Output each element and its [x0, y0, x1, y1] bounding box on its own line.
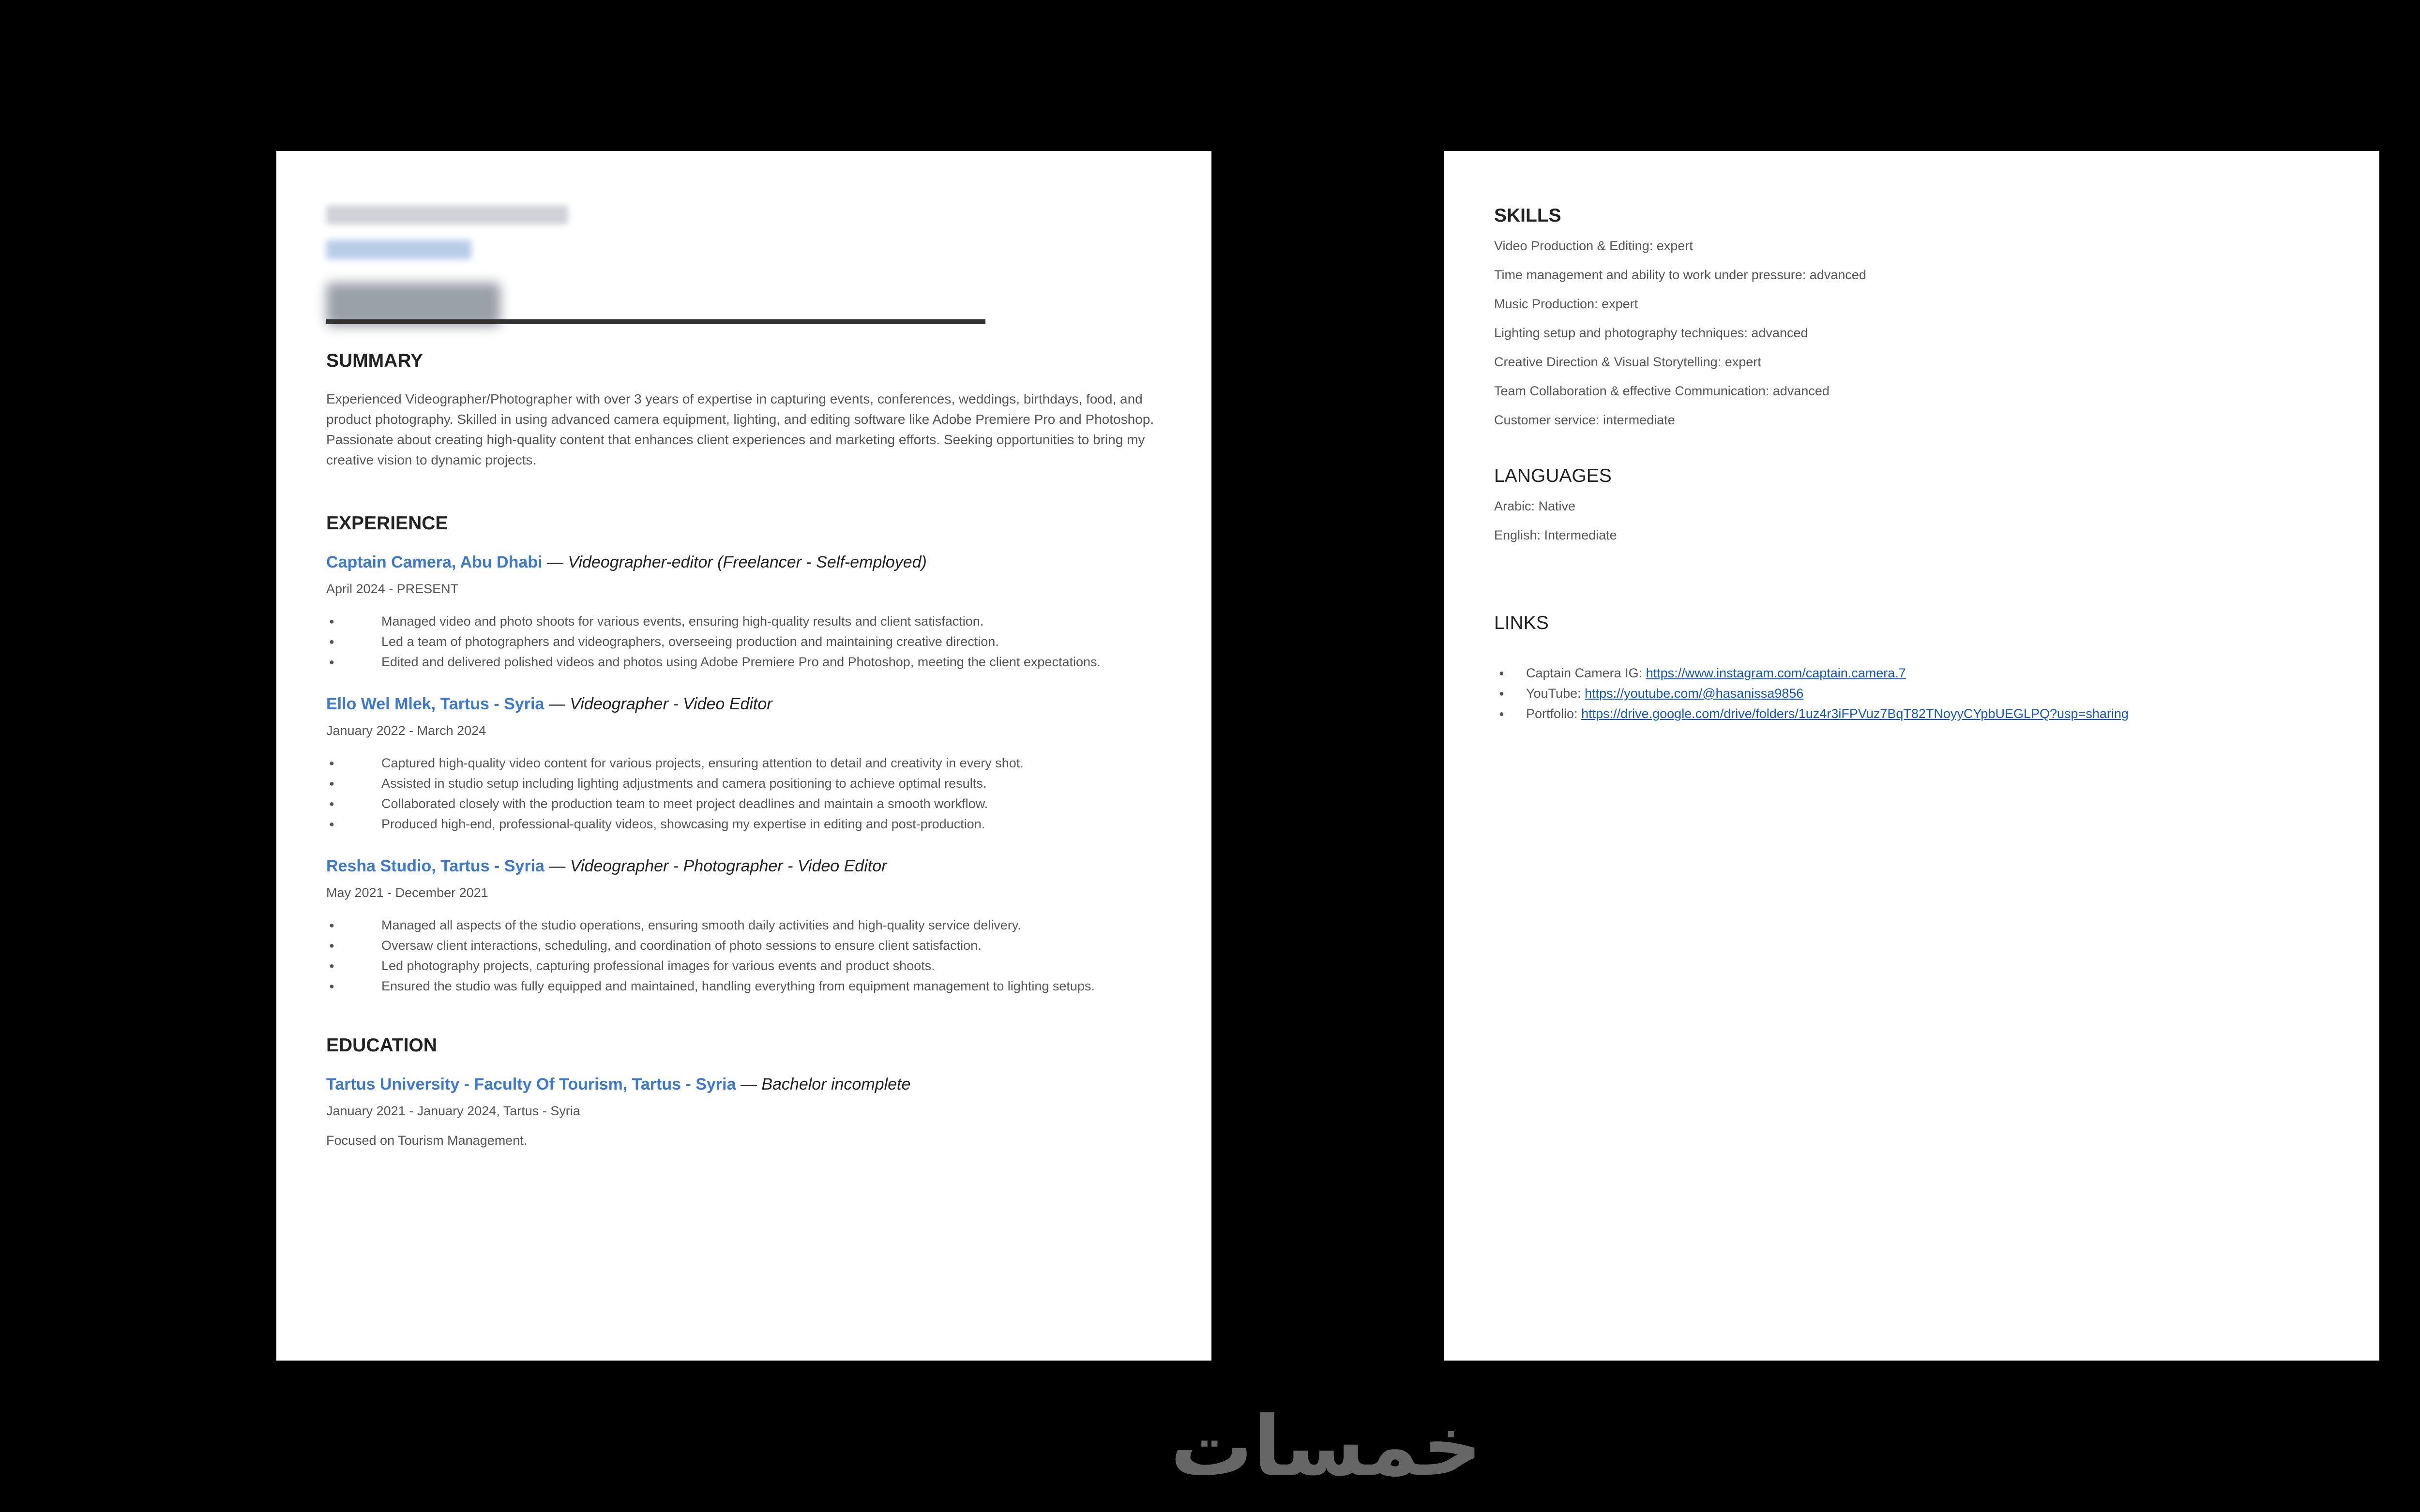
bullet-item: ● Managed video and photo shoots for various events, ensuring high-quality results and client satisfaction. — [326, 611, 1163, 631]
skills-heading: SKILLS — [1494, 205, 1561, 226]
language-item: English: Intermediate — [1494, 528, 1617, 542]
job-separator: — — [544, 857, 570, 875]
job-role: Videographer-editor (Freelancer - Self-employed) — [568, 553, 927, 571]
instagram-link[interactable]: https://www.instagram.com/captain.camera.7 — [1646, 666, 1906, 680]
bullet-item: ● Collaborated closely with the production team to meet project deadlines and maintain a smooth workflow. — [326, 793, 1163, 814]
job-dates: April 2024 - PRESENT — [326, 582, 459, 596]
skill-item: Team Collaboration & effective Communication: advanced — [1494, 384, 1830, 398]
job-company: Resha Studio, Tartus - Syria — [326, 857, 544, 875]
job-entry — [326, 552, 1163, 672]
link-label: Captain Camera IG: — [1526, 666, 1646, 680]
resume-page-1 — [276, 151, 1211, 1361]
skill-item: Customer service: intermediate — [1494, 413, 1675, 427]
job-role: Videographer - Video Editor — [570, 695, 772, 713]
education-title — [326, 1074, 1163, 1095]
experience-heading: EXPERIENCE — [326, 513, 448, 534]
job-bullets — [326, 753, 1163, 834]
skill-item: Music Production: expert — [1494, 297, 1638, 311]
job-dates: January 2022 - March 2024 — [326, 723, 486, 738]
bullet-item: ● Assisted in studio setup including lighting adjustments and camera positioning to achieve optimal results. — [326, 773, 1163, 793]
job-entry — [326, 855, 1163, 996]
languages-list — [1494, 492, 2331, 550]
summary-text: Experienced Videographer/Photographer with over 3 years of expertise in capturing events, conferences, weddings, birthdays, food, and product photography. Skilled in using advanced camera equipment, lighting, and editing software like Adobe Premiere Pro and Photoshop. Passionate about creating high-quality content that enhances client experiences and marketing efforts. Seeking opportunities to bring my creative vision to dynamic projects. — [326, 391, 1154, 467]
job-company: Ello Wel Mlek, Tartus - Syria — [326, 695, 544, 713]
summary-heading: SUMMARY — [326, 350, 424, 371]
links-list — [1494, 663, 2331, 724]
job-title — [326, 855, 1163, 877]
languages-heading: LANGUAGES — [1494, 465, 1612, 486]
redacted-header — [326, 205, 1163, 350]
job-title — [326, 693, 1163, 715]
portfolio-link[interactable]: https://drive.google.com/drive/folders/1uz4r3iFPVuz7BqT82TNoyyCYpbUEGLPQ?usp=sharing — [1581, 706, 2129, 721]
name-underline — [326, 319, 985, 324]
job-title — [326, 552, 1163, 573]
job-bullets — [326, 915, 1163, 996]
education-school: Tartus University - Faculty Of Tourism, Tartus - Syria — [326, 1075, 736, 1093]
youtube-link[interactable]: https://youtube.com/@hasanissa9856 — [1585, 686, 1804, 701]
skill-item: Lighting setup and photography techniques: advanced — [1494, 326, 1808, 340]
redacted-contact-info — [326, 205, 568, 225]
khamsat-logo: خمسات — [1170, 1399, 1482, 1495]
skills-list — [1494, 231, 2331, 434]
link-label: Portfolio: — [1526, 706, 1582, 721]
job-bullets — [326, 611, 1163, 672]
skill-item: Creative Direction & Visual Storytelling: expert — [1494, 355, 1761, 369]
link-label: YouTube: — [1526, 686, 1585, 701]
education-degree: Bachelor incomplete — [761, 1075, 911, 1093]
redacted-email — [326, 240, 471, 259]
language-item: Arabic: Native — [1494, 499, 1576, 513]
bullet-item: ● Managed all aspects of the studio operations, ensuring smooth daily activities and high-quality service delivery. — [326, 915, 1163, 935]
skill-item: Time management and ability to work under pressure: advanced — [1494, 268, 1866, 282]
job-separator: — — [542, 553, 568, 571]
link-item — [1494, 704, 2331, 724]
job-entry — [326, 693, 1163, 834]
job-company: Captain Camera, Abu Dhabi — [326, 553, 543, 571]
education-note: Focused on Tourism Management. — [326, 1133, 528, 1148]
skill-item: Video Production & Editing: expert — [1494, 239, 1693, 253]
education-separator: — — [736, 1075, 762, 1093]
bullet-item: ● Ensured the studio was fully equipped and maintained, handling everything from equipment management to lighting setups. — [326, 976, 1163, 996]
bullet-item: ● Produced high-end, professional-quality videos, showcasing my expertise in editing and post-production. — [326, 814, 1163, 834]
resume-page-2 — [1444, 151, 2379, 1361]
job-separator: — — [544, 695, 570, 713]
job-role: Videographer - Photographer - Video Editor — [570, 857, 887, 875]
link-item — [1494, 663, 2331, 683]
job-dates: May 2021 - December 2021 — [326, 885, 488, 900]
links-heading: LINKS — [1494, 613, 1549, 633]
bullet-item: ● Led photography projects, capturing professional images for various events and product shoots. — [326, 956, 1163, 976]
bullet-item: ● Edited and delivered polished videos and photos using Adobe Premiere Pro and Photoshop, meeting the client expectations. — [326, 652, 1163, 672]
education-dates: January 2021 - January 2024, Tartus - Syria — [326, 1104, 580, 1118]
bullet-item: ● Captured high-quality video content for various projects, ensuring attention to detail and creativity in every shot. — [326, 753, 1163, 773]
bullet-item: ● Led a team of photographers and videographers, overseeing production and maintaining creative direction. — [326, 631, 1163, 652]
education-heading: EDUCATION — [326, 1035, 437, 1056]
bullet-item: ● Oversaw client interactions, scheduling, and coordination of photo sessions to ensure client satisfaction. — [326, 935, 1163, 956]
link-item — [1494, 683, 2331, 704]
